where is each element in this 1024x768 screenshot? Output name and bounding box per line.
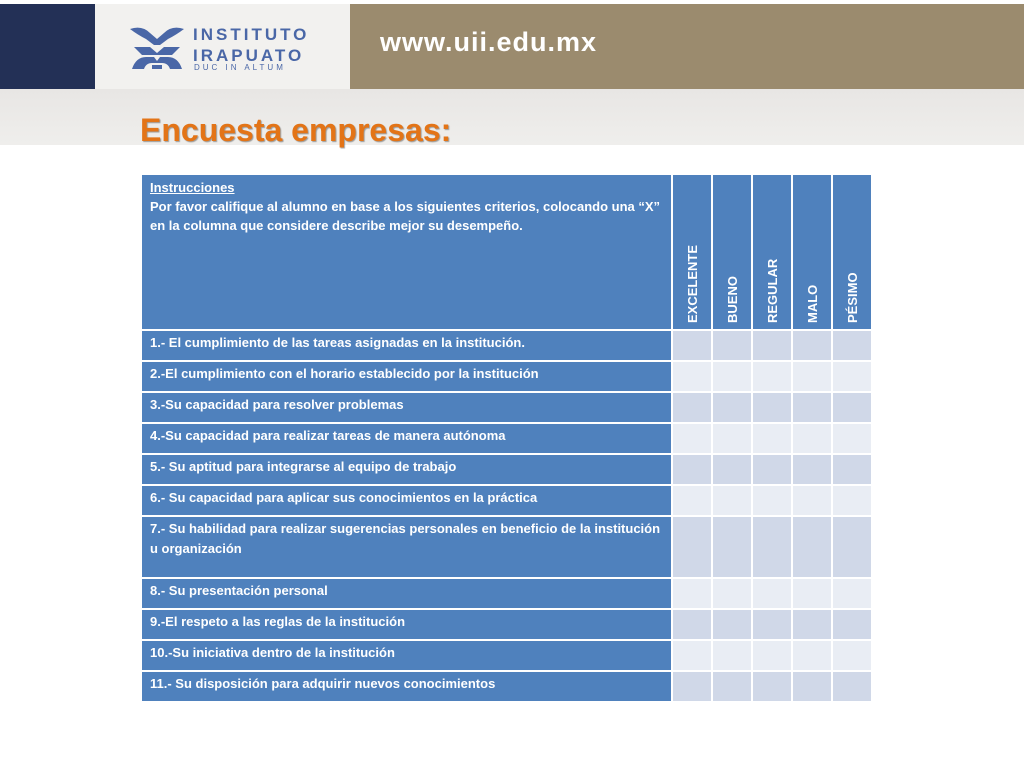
rating-cell[interactable]	[713, 610, 751, 639]
rating-cell[interactable]	[673, 641, 711, 670]
rating-cell[interactable]	[793, 672, 831, 701]
column-header-pesimo	[833, 175, 871, 329]
rating-cell[interactable]	[673, 610, 711, 639]
rating-cell[interactable]	[713, 517, 751, 577]
rating-cell[interactable]	[793, 579, 831, 608]
rating-cell[interactable]	[713, 424, 751, 453]
rating-cell[interactable]	[753, 641, 791, 670]
table-row	[142, 610, 871, 639]
rating-cell[interactable]	[833, 486, 871, 515]
rating-cell[interactable]	[713, 331, 751, 360]
rating-cell[interactable]	[793, 331, 831, 360]
rating-cell[interactable]	[793, 393, 831, 422]
rating-cell[interactable]	[793, 610, 831, 639]
rating-cell[interactable]	[833, 610, 871, 639]
rating-cell[interactable]	[713, 393, 751, 422]
rating-cell[interactable]	[673, 455, 711, 484]
rating-cell[interactable]	[793, 455, 831, 484]
institute-logo-icon	[128, 25, 186, 71]
instructions-title: Instrucciones	[150, 180, 235, 195]
criterion-label: 8.- Su presentación personal	[142, 579, 671, 608]
rating-cell[interactable]	[713, 579, 751, 608]
rating-cell[interactable]	[753, 362, 791, 391]
table-row	[142, 517, 871, 577]
criterion-label: 4.-Su capacidad para realizar tareas de manera autónoma	[142, 424, 671, 453]
header-band-left	[0, 4, 95, 89]
column-header-malo	[793, 175, 831, 329]
rating-cell[interactable]	[673, 672, 711, 701]
logo-text-instituto: INSTITUTO	[193, 25, 310, 44]
rating-cell[interactable]	[753, 331, 791, 360]
rating-cell[interactable]	[673, 331, 711, 360]
criterion-label: 10.-Su iniciativa dentro de la institución	[142, 641, 671, 670]
column-header-regular	[753, 175, 791, 329]
rating-cell[interactable]	[753, 455, 791, 484]
criterion-label: 3.-Su capacidad para resolver problemas	[142, 393, 671, 422]
rating-cell[interactable]	[713, 362, 751, 391]
column-label: MALO	[805, 284, 820, 323]
rating-cell[interactable]	[753, 424, 791, 453]
logo-motto: DUC IN ALTUM	[194, 63, 286, 72]
table-row	[142, 424, 871, 453]
criterion-label: 2.-El cumplimiento con el horario establecido por la institución	[142, 362, 671, 391]
rating-cell[interactable]	[713, 672, 751, 701]
rating-cell[interactable]	[833, 331, 871, 360]
instructions-text: Por favor califique al alumno en base a los siguientes criterios, colocando una “X” en la columna que considere describe mejor su desempeño.	[150, 199, 661, 233]
criterion-label: 7.- Su habilidad para realizar sugerencias personales en beneficio de la institución u organización	[142, 517, 671, 577]
site-url: www.uii.edu.mx	[380, 27, 598, 57]
rating-cell[interactable]	[673, 517, 711, 577]
table-row	[142, 579, 871, 608]
column-label: PÉSIMO	[845, 272, 860, 323]
criterion-label: 6.- Su capacidad para aplicar sus conocimientos en la práctica	[142, 486, 671, 515]
rating-cell[interactable]	[833, 362, 871, 391]
rating-cell[interactable]	[793, 641, 831, 670]
table-header-row	[142, 175, 871, 329]
rating-cell[interactable]	[753, 486, 791, 515]
rating-cell[interactable]	[833, 672, 871, 701]
rating-cell[interactable]	[753, 393, 791, 422]
rating-cell[interactable]	[713, 486, 751, 515]
rating-cell[interactable]	[833, 393, 871, 422]
table-row	[142, 672, 871, 701]
table-row	[142, 455, 871, 484]
column-label: REGULAR	[765, 258, 780, 323]
rating-cell[interactable]	[673, 362, 711, 391]
rating-cell[interactable]	[713, 455, 751, 484]
rating-cell[interactable]	[753, 610, 791, 639]
table-row	[142, 641, 871, 670]
criterion-label: 9.-El respeto a las reglas de la institución	[142, 610, 671, 639]
criterion-label: 5.- Su aptitud para integrarse al equipo de trabajo	[142, 455, 671, 484]
logo-text-irapuato: IRAPUATO	[193, 46, 305, 65]
instructions-cell	[142, 175, 671, 329]
rating-cell[interactable]	[673, 393, 711, 422]
rating-cell[interactable]	[753, 672, 791, 701]
criterion-label: 11.- Su disposición para adquirir nuevos conocimientos	[142, 672, 671, 701]
survey-table	[140, 173, 873, 703]
table-row	[142, 393, 871, 422]
rating-cell[interactable]	[753, 517, 791, 577]
criterion-label: 1.- El cumplimiento de las tareas asignadas en la institución.	[142, 331, 671, 360]
page-title: Encuesta empresas:	[140, 112, 452, 148]
table-row	[142, 362, 871, 391]
rating-cell[interactable]	[753, 579, 791, 608]
column-header-bueno	[713, 175, 751, 329]
rating-cell[interactable]	[793, 517, 831, 577]
rating-cell[interactable]	[833, 641, 871, 670]
rating-cell[interactable]	[833, 579, 871, 608]
rating-cell[interactable]	[673, 424, 711, 453]
rating-cell[interactable]	[713, 641, 751, 670]
rating-cell[interactable]	[793, 424, 831, 453]
table-row	[142, 331, 871, 360]
rating-cell[interactable]	[673, 579, 711, 608]
table-row	[142, 486, 871, 515]
column-header-excelente	[673, 175, 711, 329]
rating-cell[interactable]	[833, 424, 871, 453]
rating-cell[interactable]	[833, 517, 871, 577]
rating-cell[interactable]	[793, 486, 831, 515]
rating-cell[interactable]	[673, 486, 711, 515]
rating-cell[interactable]	[793, 362, 831, 391]
rating-cell[interactable]	[833, 455, 871, 484]
column-label: BUENO	[725, 276, 740, 323]
column-label: EXCELENTE	[685, 244, 700, 323]
